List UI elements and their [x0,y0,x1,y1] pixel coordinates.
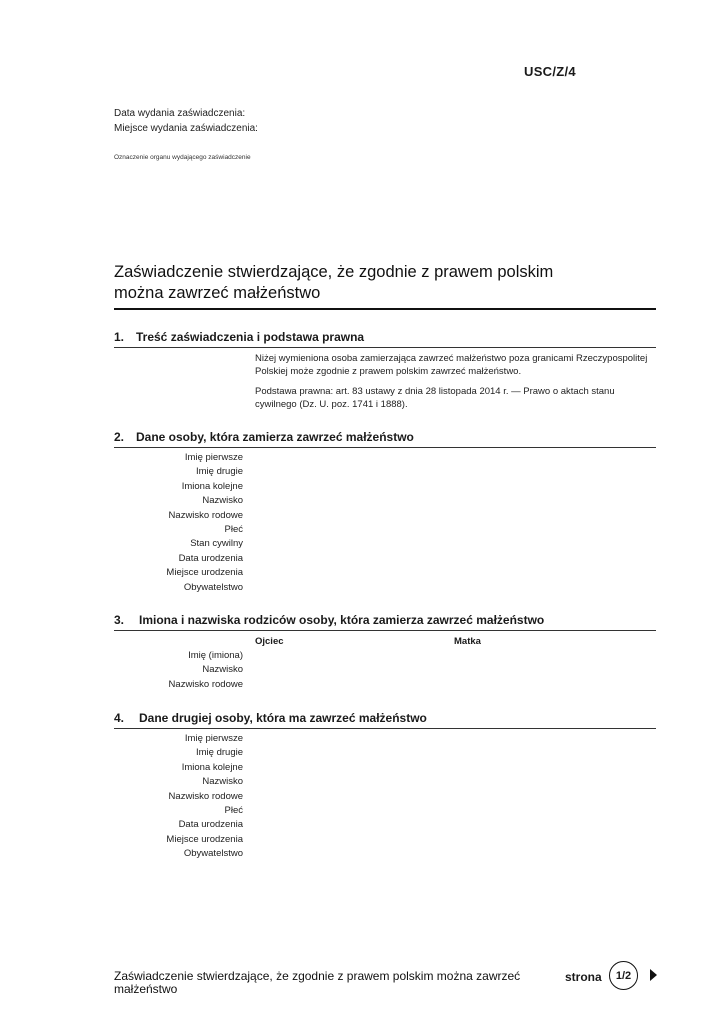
section-1-heading [114,330,656,348]
section-4-heading [114,711,656,729]
field-label: Imię (imiona) [188,650,243,661]
field-label: Imię pierwsze [184,452,243,463]
field-label: Nazwisko [202,776,243,788]
section-3-title: Imiona i nazwiska rodziców osoby, która zamierza zawrzeć małżeństwo [139,613,545,627]
document-title-line1: Zaświadczenie stwierdzające, że zgodnie z prawem polskim [114,263,554,281]
section-1-number: 1. [114,330,125,344]
section-2-title: Dane osoby, która zamierza zawrzeć małżeństwo [136,430,414,444]
section-2-number: 2. [114,430,125,444]
field-label: Data urodzenia [178,819,243,831]
section-1-title: Treść zaświadczenia i podstawa prawna [136,330,365,344]
field-label: Stan cywilny [190,538,243,550]
section-3-heading [114,613,656,631]
field-label: Obywatelstwo [183,581,243,593]
section-4-number: 4. [114,711,125,725]
section-3-number: 3. [114,613,125,627]
field-label: Nazwisko [202,664,243,676]
footer-document-title: Zaświadczenie stwierdzające, że zgodnie z prawem polskim można zawrzeć małżeństwo [114,969,521,996]
field-label: Płeć [224,805,243,817]
issue-date-label: Data wydania zaświadczenia: [114,108,246,119]
form-code: USC/Z/4 [524,64,576,79]
section-2-heading [114,430,656,448]
page-number: 1/2 [615,969,632,982]
section-1-legal-basis: Podstawa prawna: art. 83 ustawy z dnia 28 listopada 2014 r. — Prawo o aktach stanu cywilnego (Dz. U. poz. 1741 i 1888). [255,386,615,410]
field-label: Nazwisko rodowe [168,790,243,802]
page-label: strona [565,970,602,984]
section-2-field-labels [166,451,243,595]
field-label: Imiona kolejne [181,480,243,492]
page-number-badge [609,961,638,990]
field-label: Imiona kolejne [181,761,243,773]
document-title-line2: można zawrzeć małżeństwo [114,284,321,302]
field-label: Imię drugie [196,466,243,478]
document-title [114,262,614,304]
issuing-authority-label: Oznaczenie organu wydającego zaświadczenie [114,154,251,161]
field-label: Imię pierwsze [184,733,243,744]
field-label: Miejsce urodzenia [166,567,243,579]
section-3-field-labels [169,649,243,692]
field-label: Obywatelstwo [183,848,243,860]
field-label: Data urodzenia [178,552,243,564]
field-label: Nazwisko rodowe [168,678,243,690]
section-4-field-labels [166,732,243,862]
column-header-father: Ojciec [255,636,284,647]
title-divider [114,308,656,310]
section-4-title: Dane drugiej osoby, która ma zawrzeć małżeństwo [139,711,427,725]
field-label: Miejsce urodzenia [166,833,243,845]
field-label: Imię drugie [196,747,243,759]
section-1-content-paragraph: Niżej wymieniona osoba zamierzająca zawrzeć małżeństwo poza granicami Rzeczypospolitej Polskiej może zgodnie z prawem polskim zawrzeć małżeństwo. [255,353,648,377]
column-header-mother: Matka [454,636,481,647]
triangle-right-icon[interactable] [650,969,657,981]
field-label: Nazwisko rodowe [168,509,243,521]
field-label: Płeć [224,524,243,536]
field-label: Nazwisko [202,495,243,507]
issue-place-label: Miejsce wydania zaświadczenia: [114,123,258,134]
